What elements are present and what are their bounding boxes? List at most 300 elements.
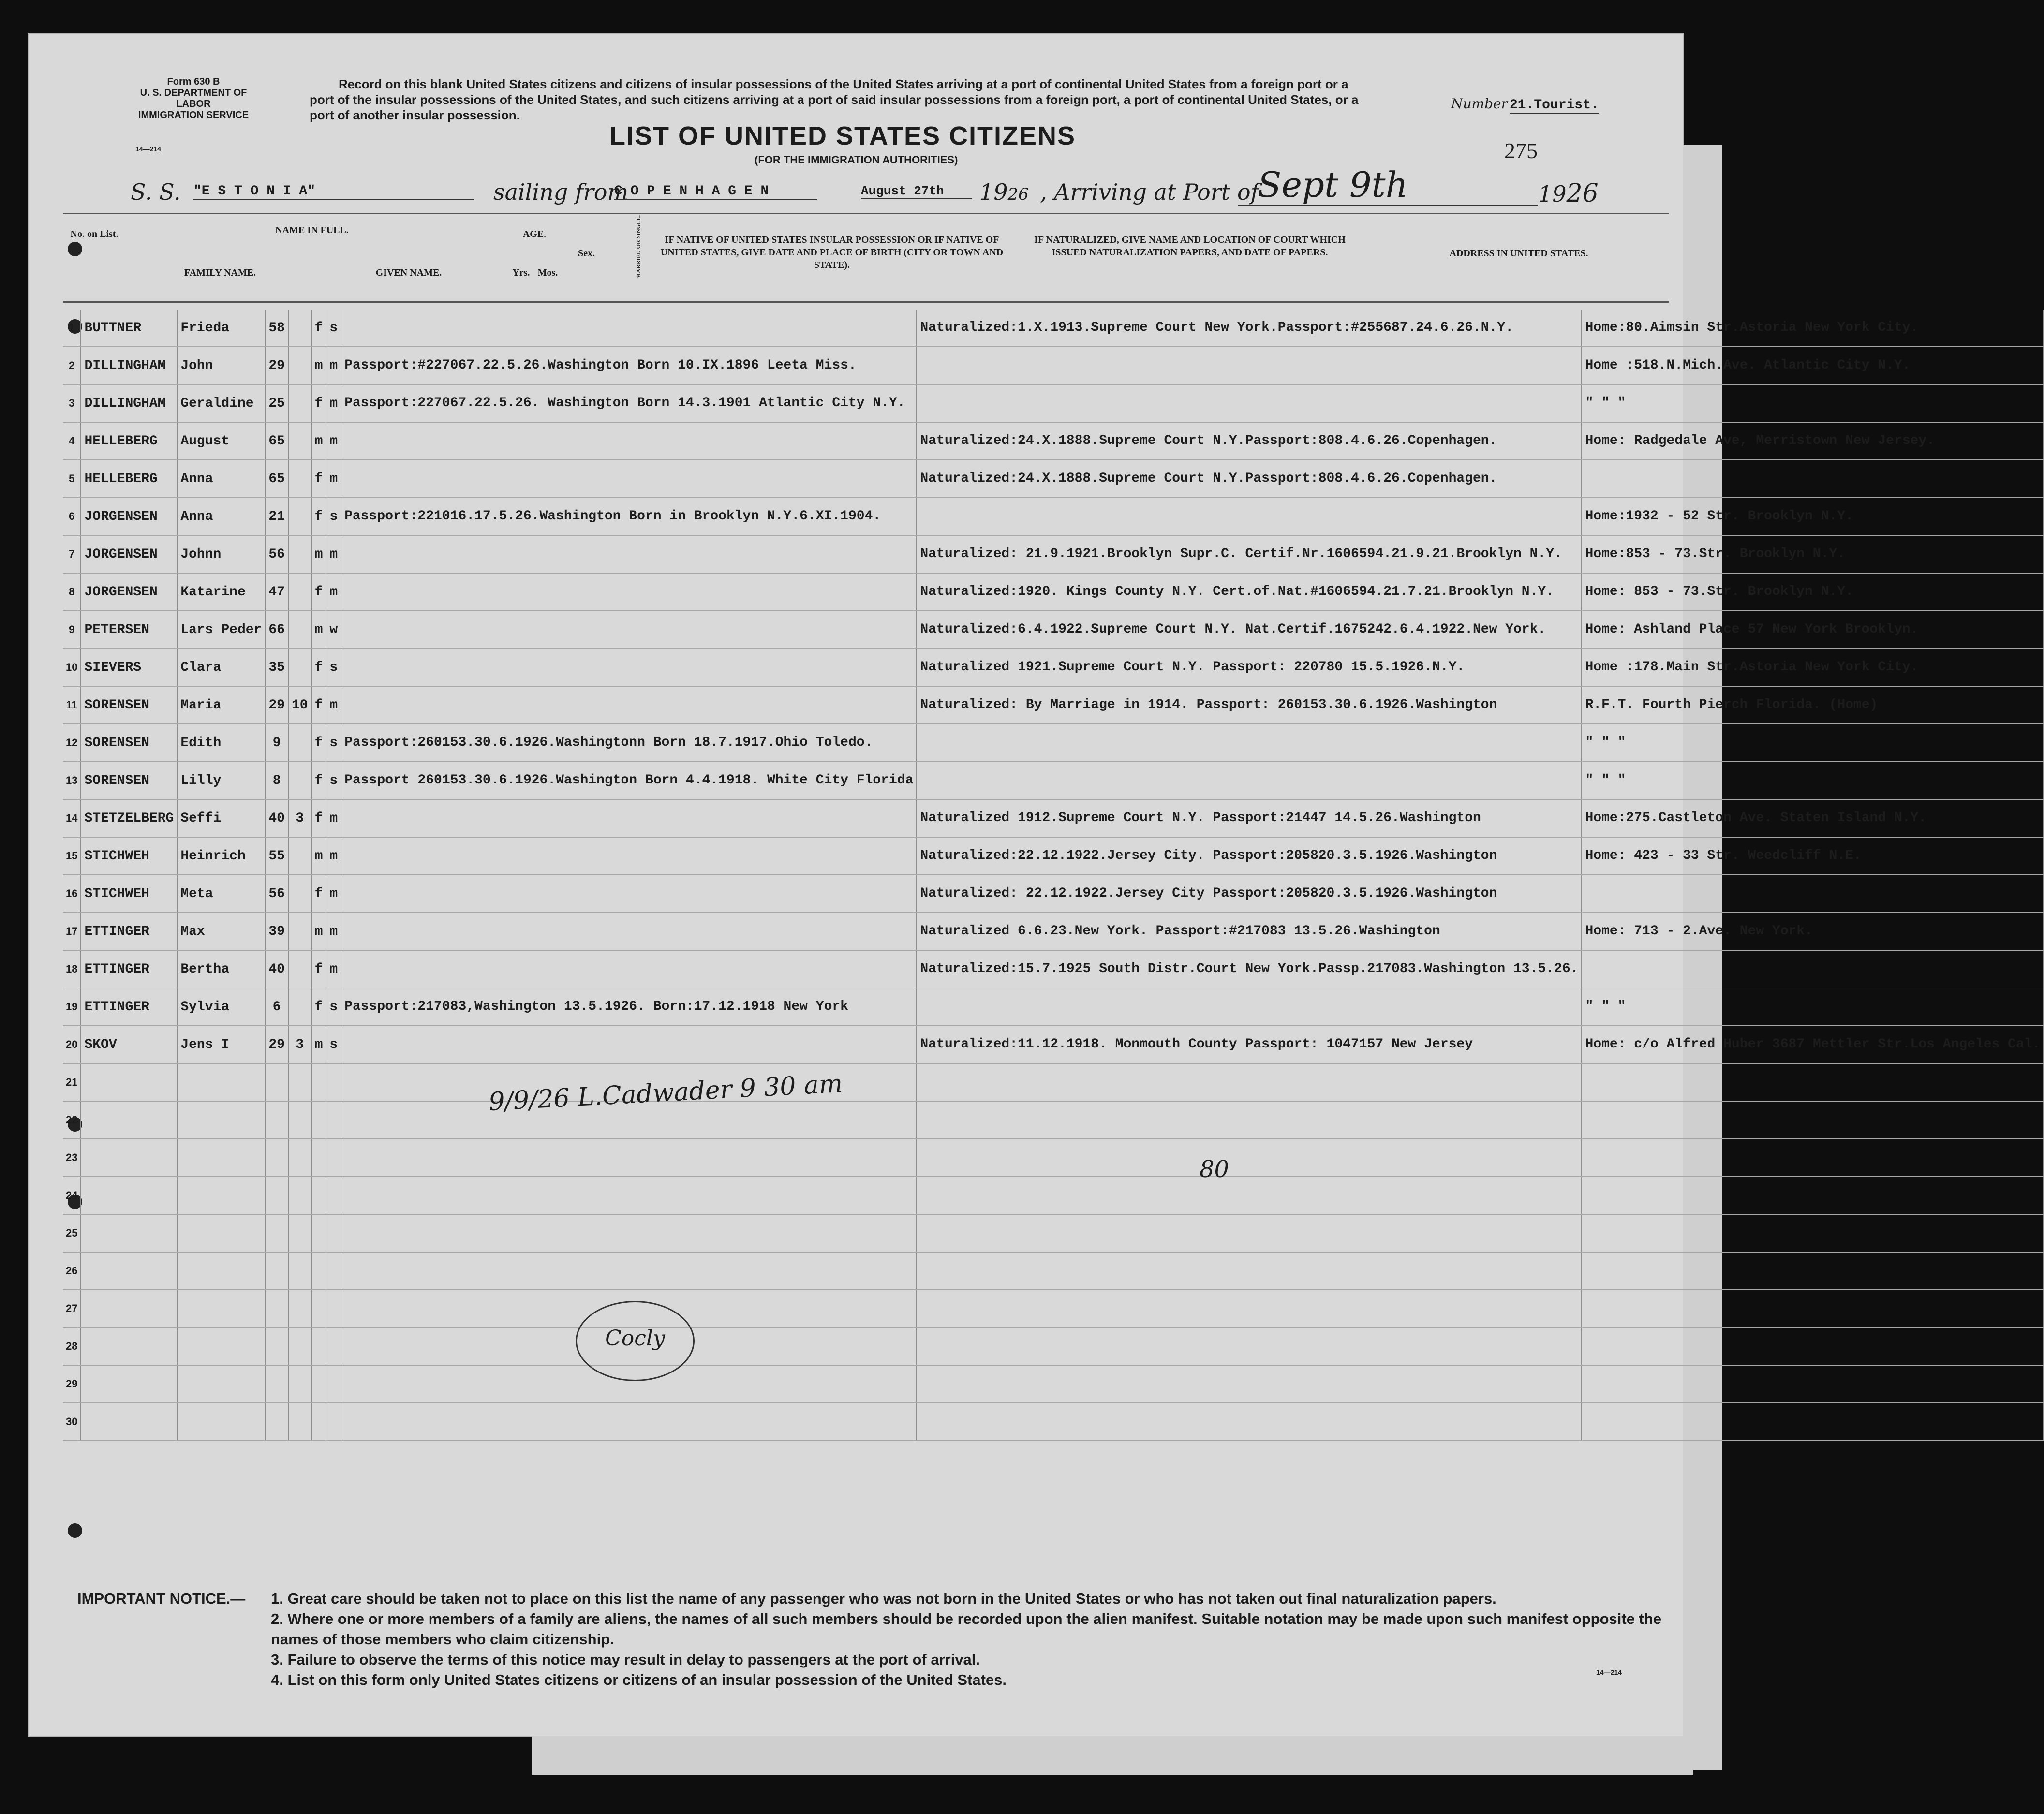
age-years-cell: 58 <box>265 310 288 347</box>
row-number: 20 <box>63 1026 81 1063</box>
age-years-cell <box>265 1139 288 1177</box>
naturalization-cell: Naturalized: 21.9.1921.Brooklyn Supr.C. Certif.Nr.1606594.21.9.21.Brooklyn N.Y. <box>917 535 1582 573</box>
birth-info-cell: Passport:221016.17.5.26.Washington Born in Brooklyn N.Y.6.XI.1904. <box>341 498 917 535</box>
given-name-cell: Anna <box>177 460 265 498</box>
age-months-cell <box>288 1101 311 1139</box>
birth-info-cell <box>341 310 917 347</box>
address-cell: " " " <box>1582 988 2044 1026</box>
sex-cell: f <box>311 498 326 535</box>
row-number: 17 <box>63 913 81 950</box>
naturalization-cell: Naturalized:1920. Kings County N.Y. Cert.of.Nat.#1606594.21.7.21.Brooklyn N.Y. <box>917 573 1582 611</box>
age-years-cell: 29 <box>265 686 288 724</box>
marital-status-cell <box>326 1252 341 1290</box>
marital-status-cell <box>326 1063 341 1101</box>
notice-item-1: 1. Great care should be taken not to place on this list the name of any passenger who was not born in the United States or who has not taken out final naturalization papers. <box>271 1590 1496 1607</box>
col-family: FAMILY NAME. <box>184 267 256 278</box>
notice-label: IMPORTANT NOTICE.— <box>77 1590 246 1607</box>
family-name-cell <box>81 1139 177 1177</box>
given-name-cell <box>177 1252 265 1290</box>
column-header <box>63 213 1669 303</box>
birth-info-cell <box>341 649 917 686</box>
family-name-cell: SORENSEN <box>81 724 177 762</box>
address-cell: Home: 713 - 2.Ave. New York. <box>1582 913 2044 950</box>
family-name-cell <box>81 1101 177 1139</box>
given-name-cell: Max <box>177 913 265 950</box>
row-number: 8 <box>63 573 81 611</box>
address-cell: Home: 853 - 73.Str. Brooklyn N.Y. <box>1582 573 2044 611</box>
sex-cell: m <box>311 837 326 875</box>
age-months-cell <box>288 498 311 535</box>
birth-info-cell: Passport:227067.22.5.26. Washington Born 14.3.1901 Atlantic City N.Y. <box>341 384 917 422</box>
marital-status-cell: m <box>326 422 341 460</box>
family-name-cell <box>81 1177 177 1214</box>
page-subtitle: (FOR THE IMMIGRATION AUTHORITIES) <box>755 154 958 166</box>
family-name-cell <box>81 1252 177 1290</box>
age-months-cell <box>288 649 311 686</box>
row-number: 11 <box>63 686 81 724</box>
age-months-cell <box>288 1063 311 1101</box>
given-name-cell: Jens I <box>177 1026 265 1063</box>
sex-cell: f <box>311 724 326 762</box>
naturalization-cell <box>917 762 1582 799</box>
address-cell: Home :178.Main Str.Astoria New York City. <box>1582 649 2044 686</box>
family-name-cell: STICHWEH <box>81 837 177 875</box>
marital-status-cell <box>326 1365 341 1403</box>
sailing-label: sailing from <box>493 179 629 205</box>
family-name-cell: ETTINGER <box>81 988 177 1026</box>
family-name-cell: DILLINGHAM <box>81 384 177 422</box>
age-years-cell: 29 <box>265 1026 288 1063</box>
table-row <box>63 535 2044 573</box>
family-name-cell: BUTTNER <box>81 310 177 347</box>
col-mos: Mos. <box>537 267 558 278</box>
row-number: 7 <box>63 535 81 573</box>
row-number: 4 <box>63 422 81 460</box>
naturalization-cell <box>917 1365 1582 1403</box>
naturalization-cell: Naturalized 1912.Supreme Court N.Y. Passport:21447 14.5.26.Washington <box>917 799 1582 837</box>
sex-cell <box>311 1365 326 1403</box>
given-name-cell: Maria <box>177 686 265 724</box>
age-years-cell <box>265 1177 288 1214</box>
naturalization-cell: Naturalized:24.X.1888.Supreme Court N.Y.Passport:808.4.6.26.Copenhagen. <box>917 460 1582 498</box>
naturalization-cell <box>917 498 1582 535</box>
naturalization-cell: Naturalized 1921.Supreme Court N.Y. Passport: 220780 15.5.1926.N.Y. <box>917 649 1582 686</box>
family-name-cell: SORENSEN <box>81 762 177 799</box>
marital-status-cell: m <box>326 875 341 913</box>
row-number: 30 <box>63 1403 81 1441</box>
birth-info-cell <box>341 1214 917 1252</box>
age-months-cell: 3 <box>288 1026 311 1063</box>
marital-status-cell: s <box>326 498 341 535</box>
address-cell <box>1582 1327 2044 1365</box>
marital-status-cell: s <box>326 649 341 686</box>
date-sailed: August 27th <box>861 184 972 199</box>
table-row <box>63 1403 2044 1441</box>
table-row <box>63 875 2044 913</box>
col-yrs: Yrs. <box>512 267 530 278</box>
naturalization-cell <box>917 347 1582 384</box>
birth-info-cell: Passport 260153.30.6.1926.Washington Born 4.4.1918. White City Florida <box>341 762 917 799</box>
sex-cell: f <box>311 649 326 686</box>
given-name-cell: Sylvia <box>177 988 265 1026</box>
address-cell: " " " <box>1582 724 2044 762</box>
sex-cell: f <box>311 799 326 837</box>
marital-status-cell: s <box>326 762 341 799</box>
address-cell: " " " <box>1582 762 2044 799</box>
age-months-cell <box>288 913 311 950</box>
sex-cell: m <box>311 422 326 460</box>
age-years-cell: 35 <box>265 649 288 686</box>
given-name-cell: August <box>177 422 265 460</box>
address-cell <box>1582 460 2044 498</box>
naturalization-cell: Naturalized: 22.12.1922.Jersey City Passport:205820.3.5.1926.Washington <box>917 875 1582 913</box>
port-from: C O P E N H A G E N <box>614 184 817 200</box>
sex-cell: f <box>311 988 326 1026</box>
given-name-cell: Lars Peder <box>177 611 265 649</box>
col-birth: IF NATIVE OF UNITED STATES INSULAR POSSESSION OR IF NATIVE OF UNITED STATES, GIVE DATE AND PLACE OF BIRTH (CITY OR TOWN AND STATE). <box>660 235 1004 270</box>
address-cell: R.F.T. Fourth Pierch Florida. (Home) <box>1582 686 2044 724</box>
family-name-cell: STICHWEH <box>81 875 177 913</box>
naturalization-cell <box>917 1139 1582 1177</box>
sex-cell: f <box>311 875 326 913</box>
table-row <box>63 913 2044 950</box>
birth-info-cell <box>341 913 917 950</box>
age-months-cell: 10 <box>288 686 311 724</box>
sex-cell: f <box>311 762 326 799</box>
age-years-cell: 25 <box>265 384 288 422</box>
naturalization-cell: Naturalized:24.X.1888.Supreme Court N.Y.Passport:808.4.6.26.Copenhagen. <box>917 422 1582 460</box>
age-months-cell <box>288 422 311 460</box>
address-cell <box>1582 1139 2044 1177</box>
naturalization-cell <box>917 1252 1582 1290</box>
age-years-cell: 21 <box>265 498 288 535</box>
address-cell <box>1582 1365 2044 1403</box>
marital-status-cell: s <box>326 1026 341 1063</box>
table-row <box>63 1177 2044 1214</box>
sex-cell <box>311 1327 326 1365</box>
family-name-cell: JORGENSEN <box>81 498 177 535</box>
table-row <box>63 1365 2044 1403</box>
marital-status-cell: w <box>326 611 341 649</box>
age-years-cell: 39 <box>265 913 288 950</box>
given-name-cell <box>177 1403 265 1441</box>
birth-info-cell <box>341 686 917 724</box>
marital-status-cell <box>326 1327 341 1365</box>
given-name-cell <box>177 1365 265 1403</box>
sheet-edge-bottom <box>532 1736 1693 1775</box>
age-years-cell: 65 <box>265 460 288 498</box>
record-notice: Record on this blank United States citizens and citizens of insular possessions of the United States arriving at a port of continental United States from a foreign port or a port of the insular possessions of the United States, and such citizens arriving at a port of said insular possessions from a foreign port, a port of continental United States, or a port of another insular possession. <box>310 77 1359 122</box>
address-cell <box>1582 875 2044 913</box>
age-years-cell <box>265 1290 288 1327</box>
family-name-cell <box>81 1327 177 1365</box>
naturalization-cell <box>917 1101 1582 1139</box>
age-years-cell: 9 <box>265 724 288 762</box>
table-row <box>63 988 2044 1026</box>
marital-status-cell: m <box>326 347 341 384</box>
code-top: 14—214 <box>135 145 161 153</box>
marital-status-cell: s <box>326 724 341 762</box>
naturalization-cell: Naturalized: By Marriage in 1914. Passport: 260153.30.6.1926.Washington <box>917 686 1582 724</box>
notice-item-2: 2. Where one or more members of a family are aliens, the names of all such members should be recorded upon the alien manifest. Suitable notation may be made upon such manifest opposite the names of those members who claim citizenship. <box>271 1610 1662 1648</box>
given-name-cell <box>177 1101 265 1139</box>
address-cell: Home :518.N.Mich.Ave. Atlantic City N.Y. <box>1582 347 2044 384</box>
family-name-cell <box>81 1403 177 1441</box>
sex-cell <box>311 1403 326 1441</box>
number-80: 80 <box>1200 1156 1229 1183</box>
given-name-cell <box>177 1139 265 1177</box>
naturalization-cell <box>917 1214 1582 1252</box>
age-months-cell <box>288 724 311 762</box>
given-name-cell: Edith <box>177 724 265 762</box>
address-cell: Home: c/o Alfred Huber 3687 Mettler Str.Los Angeles Cal. <box>1582 1026 2044 1063</box>
address-cell <box>1582 1101 2044 1139</box>
marital-status-cell <box>326 1214 341 1252</box>
row-number: 1 <box>63 310 81 347</box>
family-name-cell: SKOV <box>81 1026 177 1063</box>
naturalization-cell: Naturalized:11.12.1918. Monmouth County Passport: 1047157 New Jersey <box>917 1026 1582 1063</box>
family-name-cell: JORGENSEN <box>81 535 177 573</box>
family-name-cell <box>81 1063 177 1101</box>
family-name-cell: ETTINGER <box>81 913 177 950</box>
given-name-cell <box>177 1063 265 1101</box>
given-name-cell: Geraldine <box>177 384 265 422</box>
marital-status-cell: m <box>326 686 341 724</box>
age-months-cell <box>288 460 311 498</box>
row-number: 24 <box>63 1177 81 1214</box>
birth-info-cell <box>341 1403 917 1441</box>
age-years-cell: 40 <box>265 799 288 837</box>
row-number: 22 <box>63 1101 81 1139</box>
year-prefix-2: 19 <box>1538 181 1567 207</box>
naturalization-cell: Naturalized:6.4.1922.Supreme Court N.Y. Nat.Certif.1675242.6.4.1922.New York. <box>917 611 1582 649</box>
notice-item-4: 4. List on this form only United States citizens or citizens of an insular possession of the United States. <box>271 1671 1007 1688</box>
marital-status-cell: m <box>326 573 341 611</box>
table-row <box>63 762 2044 799</box>
marital-status-cell: m <box>326 950 341 988</box>
age-months-cell <box>288 347 311 384</box>
age-months-cell <box>288 1139 311 1177</box>
given-name-cell: Katarine <box>177 573 265 611</box>
col-no: No. on List. <box>70 229 118 239</box>
row-number: 26 <box>63 1252 81 1290</box>
table-row <box>63 837 2044 875</box>
naturalization-cell: Naturalized:15.7.1925 South Distr.Court New York.Passp.217083.Washington 13.5.26. <box>917 950 1582 988</box>
address-cell <box>1582 1063 2044 1101</box>
naturalization-cell <box>917 1177 1582 1214</box>
row-number: 16 <box>63 875 81 913</box>
address-cell: Home:275.Castleton Ave. Staten Island N.Y. <box>1582 799 2044 837</box>
sex-cell <box>311 1290 326 1327</box>
address-cell <box>1582 1252 2044 1290</box>
age-years-cell: 65 <box>265 422 288 460</box>
age-months-cell <box>288 1403 311 1441</box>
row-number: 5 <box>63 460 81 498</box>
marital-status-cell <box>326 1177 341 1214</box>
family-name-cell <box>81 1214 177 1252</box>
table-row <box>63 1139 2044 1177</box>
marital-status-cell: m <box>326 837 341 875</box>
row-number: 21 <box>63 1063 81 1101</box>
sex-cell: f <box>311 460 326 498</box>
col-married: MARRIED OR SINGLE. <box>635 215 642 279</box>
age-years-cell <box>265 1365 288 1403</box>
code-bottom: 14—214 <box>1596 1668 1622 1676</box>
table-row <box>63 310 2044 347</box>
age-years-cell: 66 <box>265 611 288 649</box>
age-years-cell: 47 <box>265 573 288 611</box>
given-name-cell: Bertha <box>177 950 265 988</box>
naturalization-cell <box>917 1403 1582 1441</box>
naturalization-cell <box>917 1327 1582 1365</box>
table-row <box>63 498 2044 535</box>
table-row <box>63 1214 2044 1252</box>
naturalization-cell <box>917 384 1582 422</box>
address-cell <box>1582 1290 2044 1327</box>
family-name-cell: DILLINGHAM <box>81 347 177 384</box>
age-months-cell <box>288 535 311 573</box>
ss-label: S. S. <box>131 179 181 205</box>
ship-name: "E S T O N I A" <box>193 184 474 200</box>
age-months-cell <box>288 762 311 799</box>
given-name-cell: Seffi <box>177 799 265 837</box>
marital-status-cell: s <box>326 310 341 347</box>
marital-status-cell <box>326 1139 341 1177</box>
age-years-cell <box>265 1403 288 1441</box>
marital-status-cell: m <box>326 913 341 950</box>
row-number: 19 <box>63 988 81 1026</box>
address-cell: Home: Radgedale Ave, Merristown New Jersey. <box>1582 422 2044 460</box>
age-years-cell <box>265 1327 288 1365</box>
family-name-cell: HELLEBERG <box>81 460 177 498</box>
table-row <box>63 384 2044 422</box>
address-cell <box>1582 1214 2044 1252</box>
sex-cell: f <box>311 950 326 988</box>
age-years-cell <box>265 1252 288 1290</box>
age-years-cell: 40 <box>265 950 288 988</box>
age-months-cell <box>288 1214 311 1252</box>
row-number: 14 <box>63 799 81 837</box>
col-age: AGE. <box>522 229 547 239</box>
birth-info-cell <box>341 875 917 913</box>
passenger-table <box>63 310 2044 1441</box>
row-number: 15 <box>63 837 81 875</box>
row-number: 3 <box>63 384 81 422</box>
row-number: 12 <box>63 724 81 762</box>
page-title: LIST OF UNITED STATES CITIZENS <box>609 121 1076 150</box>
service-label: IMMIGRATION SERVICE <box>138 110 249 120</box>
birth-info-cell <box>341 799 917 837</box>
age-months-cell <box>288 950 311 988</box>
sex-cell <box>311 1252 326 1290</box>
age-years-cell: 56 <box>265 535 288 573</box>
birth-info-cell <box>341 535 917 573</box>
age-months-cell <box>288 1177 311 1214</box>
given-name-cell: Johnn <box>177 535 265 573</box>
birth-info-cell: Passport:#227067.22.5.26.Washington Born 10.IX.1896 Leeta Miss. <box>341 347 917 384</box>
table-row <box>63 649 2044 686</box>
row-number: 23 <box>63 1139 81 1177</box>
address-cell <box>1582 950 2044 988</box>
arriving-label: , Arriving at Port of <box>1040 179 1259 205</box>
col-naturalized: IF NATURALIZED, GIVE NAME AND LOCATION OF COURT WHICH ISSUED NATURALIZATION PAPERS, AND DATE OF PAPERS. <box>1034 235 1346 258</box>
row-number: 25 <box>63 1214 81 1252</box>
form-number: Form 630 B <box>167 76 220 87</box>
table-row <box>63 1290 2044 1327</box>
family-name-cell <box>81 1290 177 1327</box>
age-months-cell <box>288 310 311 347</box>
marital-status-cell: m <box>326 799 341 837</box>
birth-info-cell <box>341 611 917 649</box>
given-name-cell: Clara <box>177 649 265 686</box>
birth-info-cell <box>341 573 917 611</box>
sex-cell: m <box>311 611 326 649</box>
table-row <box>63 1252 2044 1290</box>
family-name-cell: SIEVERS <box>81 649 177 686</box>
col-sex: Sex. <box>578 248 595 259</box>
age-months-cell <box>288 837 311 875</box>
sex-cell: f <box>311 573 326 611</box>
sex-cell: f <box>311 686 326 724</box>
sex-cell <box>311 1177 326 1214</box>
punch-hole <box>68 1523 82 1538</box>
family-name-cell: ETTINGER <box>81 950 177 988</box>
row-number: 18 <box>63 950 81 988</box>
family-name-cell: PETERSEN <box>81 611 177 649</box>
marital-status-cell: m <box>326 384 341 422</box>
given-name-cell <box>177 1214 265 1252</box>
birth-info-cell <box>341 1139 917 1177</box>
marital-status-cell: m <box>326 460 341 498</box>
sex-cell <box>311 1101 326 1139</box>
sex-cell: m <box>311 913 326 950</box>
birth-info-cell <box>341 950 917 988</box>
address-cell: Home: 423 - 33 Str. Weedcliff N.E. <box>1582 837 2044 875</box>
table-row <box>63 611 2044 649</box>
given-name-cell <box>177 1177 265 1214</box>
row-number: 10 <box>63 649 81 686</box>
age-years-cell: 29 <box>265 347 288 384</box>
given-name-cell: Meta <box>177 875 265 913</box>
sex-cell <box>311 1214 326 1252</box>
age-years-cell <box>265 1214 288 1252</box>
given-name-cell: John <box>177 347 265 384</box>
birth-info-cell: Passport:217083,Washington 13.5.1926. Born:17.12.1918 New York <box>341 988 917 1026</box>
marital-status-cell <box>326 1101 341 1139</box>
col-given: GIVEN NAME. <box>375 267 442 278</box>
birth-info-cell <box>341 837 917 875</box>
table-row <box>63 1101 2044 1139</box>
sex-cell: m <box>311 347 326 384</box>
address-cell: Home:853 - 73.Str. Brooklyn N.Y. <box>1582 535 2044 573</box>
number-value: 21.Tourist. <box>1509 98 1599 113</box>
col-address: ADDRESS IN UNITED STATES. <box>1449 248 1588 259</box>
sex-cell: m <box>311 535 326 573</box>
table-row <box>63 1026 2044 1063</box>
table-row <box>63 724 2044 762</box>
stamp-number: 275 <box>1504 138 1538 163</box>
address-cell: Home:1932 - 52 Str. Brooklyn N.Y. <box>1582 498 2044 535</box>
row-number: 28 <box>63 1327 81 1365</box>
birth-info-cell <box>341 1252 917 1290</box>
age-months-cell <box>288 875 311 913</box>
age-months-cell <box>288 1365 311 1403</box>
age-years-cell: 6 <box>265 988 288 1026</box>
circled-mark-text: Cocly <box>605 1326 665 1351</box>
age-months-cell <box>288 573 311 611</box>
age-years-cell <box>265 1101 288 1139</box>
age-months-cell <box>288 611 311 649</box>
